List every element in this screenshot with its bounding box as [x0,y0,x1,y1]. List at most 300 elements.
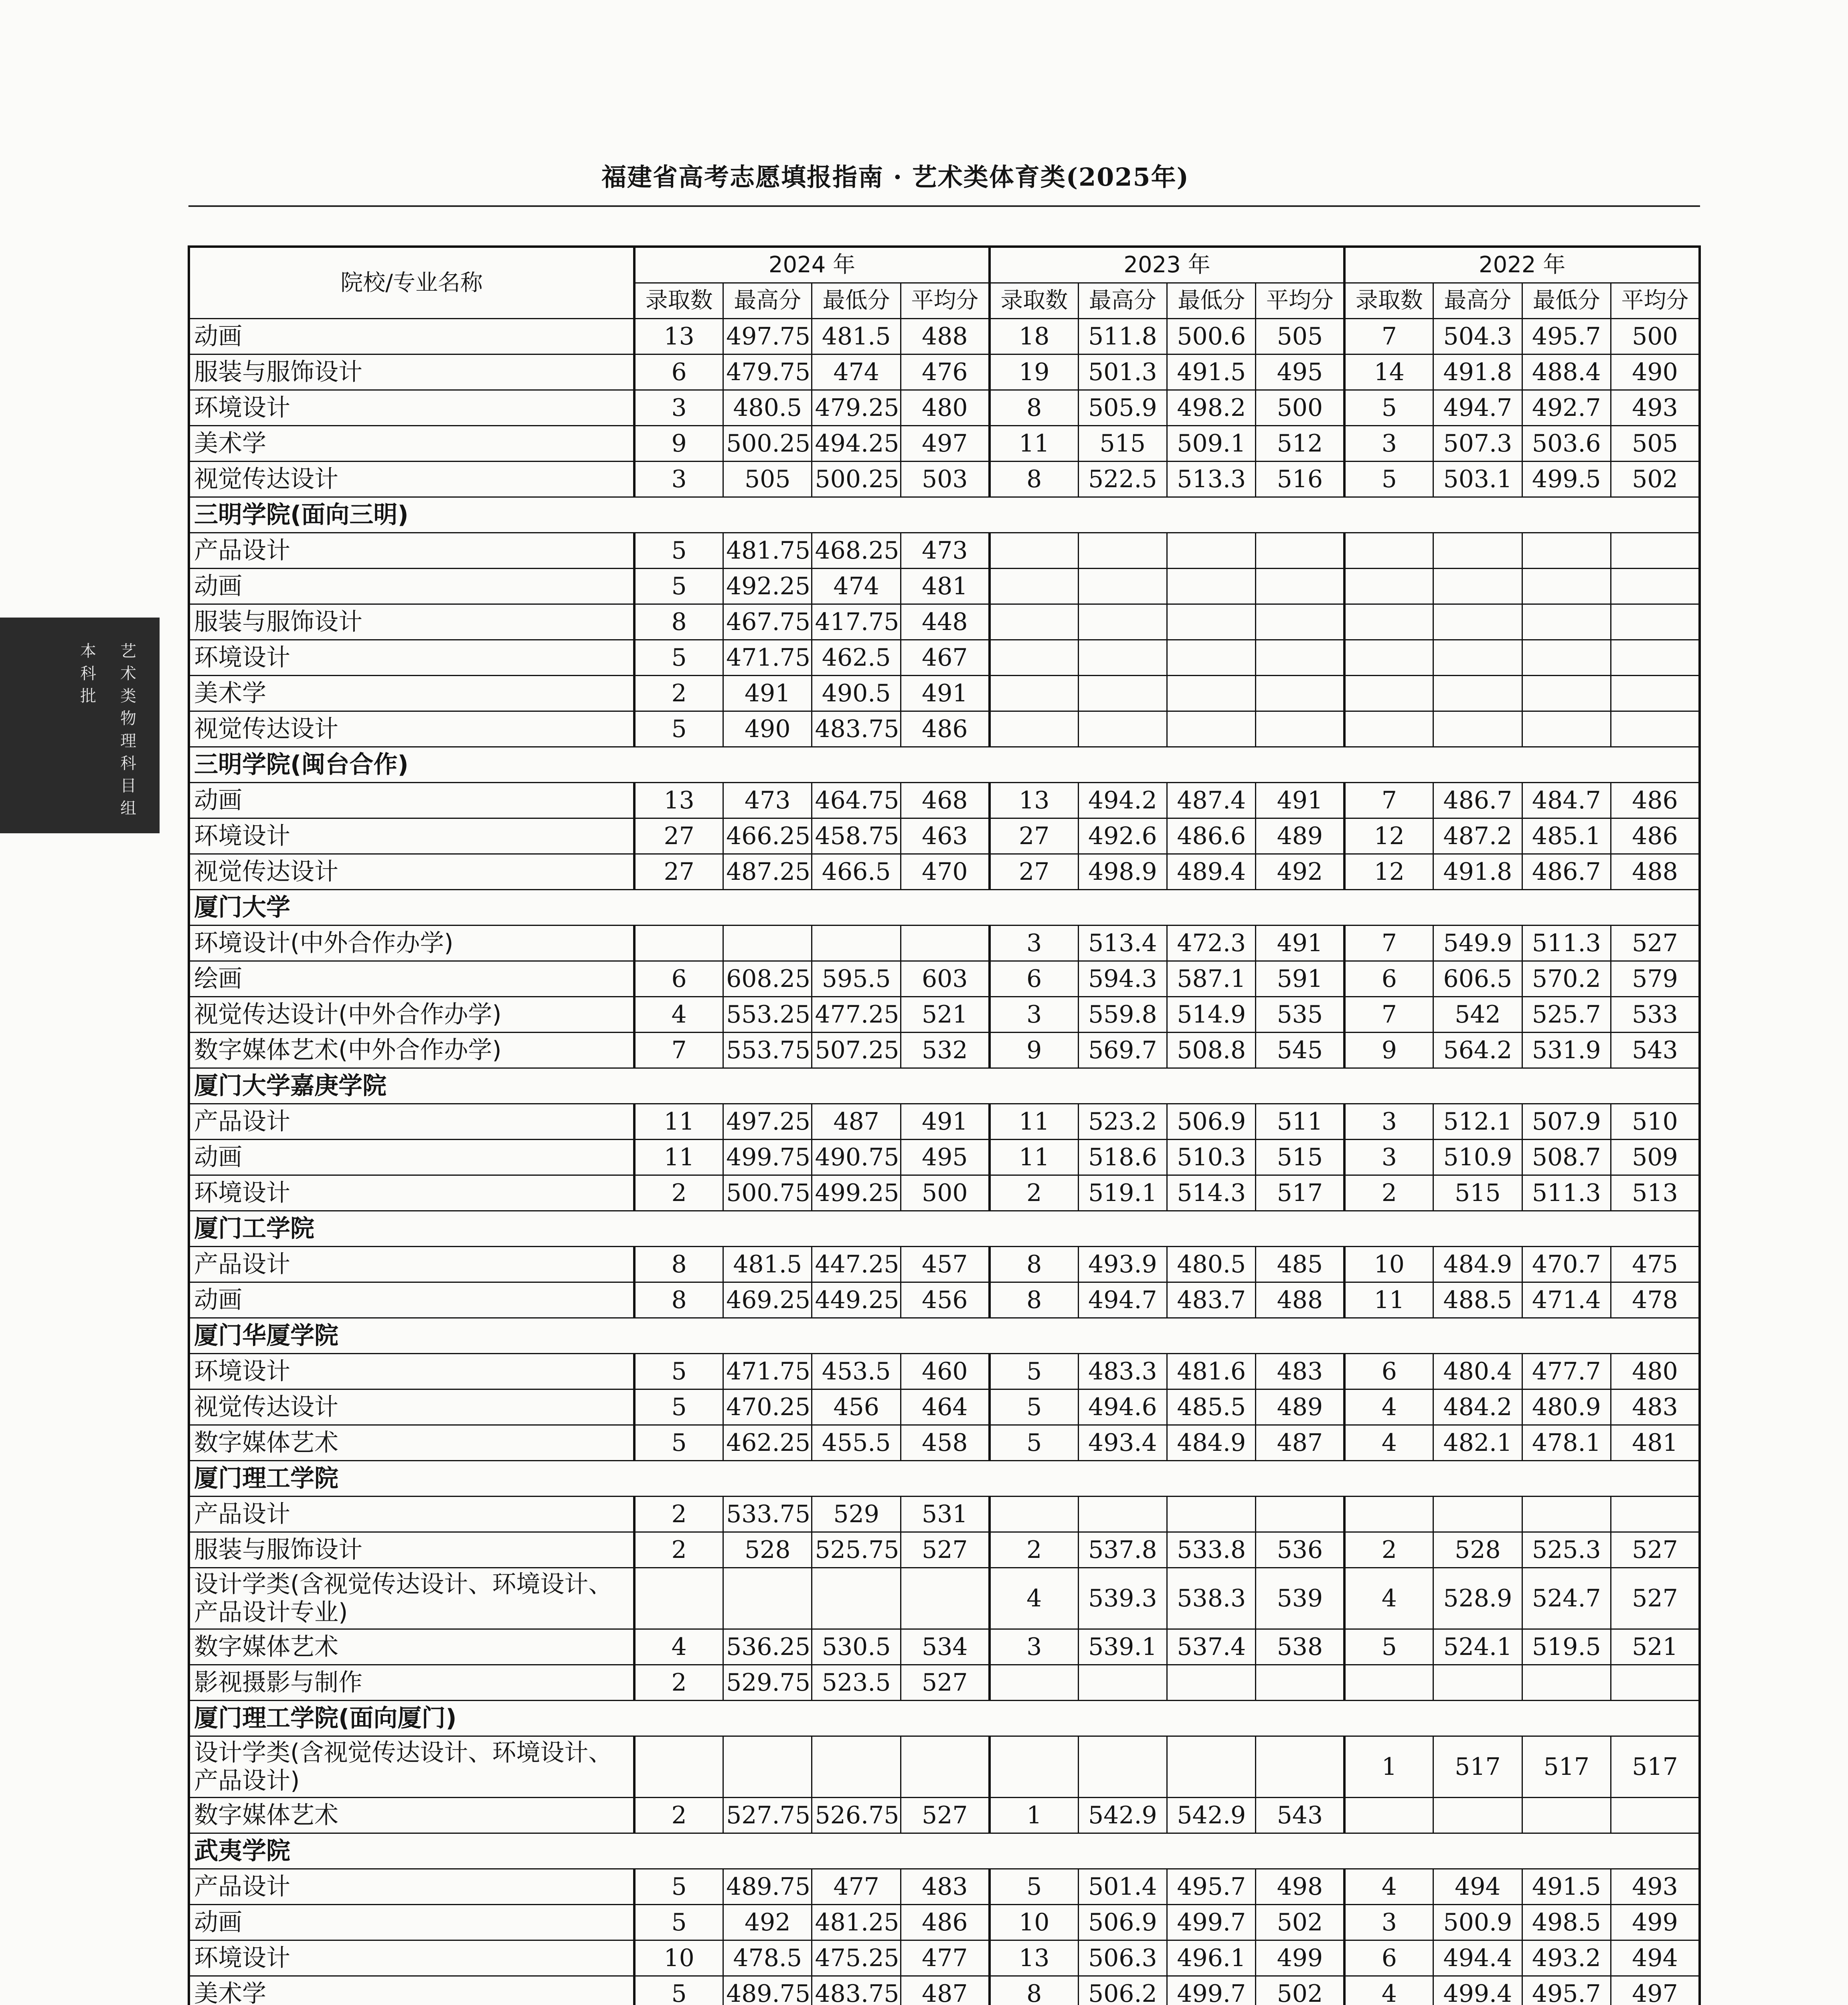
header-rule [188,205,1700,207]
score-cell: 8 [634,1247,723,1282]
score-cell: 489.4 [1167,854,1256,890]
table-row [189,1425,1700,1461]
score-cell [1433,604,1522,640]
score-cell [1433,533,1522,569]
score-cell: 484.2 [1433,1389,1522,1425]
table-row [189,319,1700,354]
score-cell: 487.2 [1433,818,1522,854]
score-cell: 529.75 [723,1665,812,1701]
metric-header: 最高分 [723,283,812,319]
score-cell: 485.1 [1522,818,1611,854]
score-cell: 531 [901,1497,989,1532]
score-cell: 474 [812,354,901,390]
score-cell: 518.6 [1078,1140,1167,1175]
score-cell: 464.75 [812,783,901,818]
score-cell: 5 [634,711,723,747]
score-cell: 487 [812,1104,901,1140]
score-cell [1078,1665,1167,1701]
major-name: 产品设计 [189,1869,634,1905]
score-cell: 6 [1344,1354,1433,1389]
score-cell: 2 [990,1532,1078,1568]
score-cell: 559.8 [1078,997,1167,1033]
score-cell [1433,1497,1522,1532]
score-cell: 498.9 [1078,854,1167,890]
table-row [189,1033,1700,1068]
score-cell [1344,1497,1433,1532]
score-cell [1611,711,1700,747]
score-cell: 543 [1611,1033,1700,1068]
score-cell: 527 [901,1798,989,1833]
score-cell [1078,676,1167,711]
score-cell: 4 [634,997,723,1033]
score-cell [1078,640,1167,676]
score-cell: 536.25 [723,1629,812,1665]
score-cell: 490.75 [812,1140,901,1175]
table-row [189,1104,1700,1140]
score-cell: 487.25 [723,854,812,890]
score-cell: 494.7 [1078,1282,1167,1318]
score-cell [634,1568,723,1629]
score-cell [1256,1665,1344,1701]
major-name: 美术学 [189,676,634,711]
score-cell: 494 [1611,1940,1700,1976]
score-cell: 453.5 [812,1354,901,1389]
score-cell: 524.7 [1522,1568,1611,1629]
score-cell [634,926,723,961]
score-cell: 466.25 [723,818,812,854]
major-name: 动画 [189,1282,634,1318]
score-cell: 508.7 [1522,1140,1611,1175]
institution-row [189,747,1700,783]
score-cell: 466.5 [812,854,901,890]
score-cell: 482.1 [1433,1425,1522,1461]
score-cell: 457 [901,1247,989,1282]
score-cell: 3 [634,390,723,426]
score-cell: 1 [1344,1736,1433,1798]
score-cell: 447.25 [812,1247,901,1282]
score-cell [1344,640,1433,676]
score-cell: 5 [990,1389,1078,1425]
score-cell: 495 [1256,354,1344,390]
score-cell: 456 [901,1282,989,1318]
score-cell [901,1568,989,1629]
score-cell [1433,640,1522,676]
major-name: 动画 [189,1140,634,1175]
score-cell: 505 [1256,319,1344,354]
score-cell: 505.9 [1078,390,1167,426]
institution-row [189,890,1700,926]
score-cell [1433,676,1522,711]
year-header-2022: 2022 年 [1344,247,1700,283]
major-name: 动画 [189,319,634,354]
score-cell: 500.25 [812,462,901,497]
score-cell: 488 [1256,1282,1344,1318]
score-cell: 534 [901,1629,989,1665]
score-cell: 5 [1344,1629,1433,1665]
institution-row [189,1701,1700,1736]
score-cell: 498.5 [1522,1905,1611,1940]
score-cell: 500 [901,1175,989,1211]
score-cell: 5 [1344,462,1433,497]
major-name: 绘画 [189,961,634,997]
score-cell [812,926,901,961]
score-cell: 2 [634,676,723,711]
score-cell: 468.25 [812,533,901,569]
score-cell: 515 [1433,1175,1522,1211]
score-cell: 8 [634,1282,723,1318]
score-cell [1078,1736,1167,1798]
score-cell: 500.75 [723,1175,812,1211]
score-cell: 491 [1256,926,1344,961]
score-cell: 499.7 [1167,1905,1256,1940]
score-cell: 511 [1256,1104,1344,1140]
score-cell [1167,533,1256,569]
score-cell: 11 [990,1104,1078,1140]
score-cell: 533.8 [1167,1532,1256,1568]
score-cell: 4 [1344,1389,1433,1425]
score-cell: 489 [1256,1389,1344,1425]
score-cell: 513.3 [1167,462,1256,497]
side-tab-char: 组 [120,799,136,818]
score-cell [812,1568,901,1629]
major-name: 视觉传达设计 [189,1389,634,1425]
side-tab-char: 物 [120,709,136,728]
score-cell: 417.75 [812,604,901,640]
score-cell: 5 [634,569,723,604]
score-cell [1611,604,1700,640]
score-cell [1611,1798,1700,1833]
score-cell [901,1736,989,1798]
score-cell: 486 [901,1905,989,1940]
score-cell: 4 [1344,1869,1433,1905]
side-tab-char: 理 [120,732,136,750]
score-cell: 494.7 [1433,390,1522,426]
score-cell: 481.5 [812,319,901,354]
score-cell: 478.5 [723,1940,812,1976]
score-cell: 455.5 [812,1425,901,1461]
score-cell: 476 [901,354,989,390]
score-cell: 499.4 [1433,1976,1522,2005]
score-cell: 490.5 [812,676,901,711]
score-cell [1344,1798,1433,1833]
score-cell: 5 [634,640,723,676]
institution-name: 厦门工学院 [189,1211,1700,1247]
score-cell [1433,1665,1522,1701]
score-cell: 468 [901,783,989,818]
score-cell [990,676,1078,711]
table-row [189,676,1700,711]
score-cell: 553.25 [723,997,812,1033]
major-name: 环境设计 [189,1354,634,1389]
institution-name: 厦门理工学院 [189,1461,1700,1497]
score-cell: 542 [1433,997,1522,1033]
score-cell: 495 [901,1140,989,1175]
major-name: 动画 [189,569,634,604]
score-cell: 516 [1256,462,1344,497]
score-cell: 11 [634,1104,723,1140]
score-cell [1522,533,1611,569]
table-row [189,1389,1700,1425]
score-cell [1611,640,1700,676]
score-cell: 4 [990,1568,1078,1629]
metric-header: 平均分 [1611,283,1700,319]
score-cell: 27 [990,854,1078,890]
score-cell: 475 [1611,1247,1700,1282]
score-cell: 480 [1611,1354,1700,1389]
major-name: 动画 [189,1905,634,1940]
score-cell: 492 [1256,854,1344,890]
table-row [189,354,1700,390]
score-cell: 500.6 [1167,319,1256,354]
table-row [189,1532,1700,1568]
score-cell: 7 [1344,926,1433,961]
major-name: 视觉传达设计 [189,462,634,497]
score-cell: 486.6 [1167,818,1256,854]
score-cell: 517 [1611,1736,1700,1798]
score-cell [1256,604,1344,640]
score-cell: 523.5 [812,1665,901,1701]
table-row [189,854,1700,890]
institution-row [189,497,1700,533]
score-cell: 4 [1344,1568,1433,1629]
score-cell: 14 [1344,354,1433,390]
score-cell: 6 [634,961,723,997]
score-cell: 511.3 [1522,1175,1611,1211]
score-cell: 495.7 [1167,1869,1256,1905]
score-cell: 502 [1611,462,1700,497]
score-cell: 5 [634,1425,723,1461]
score-cell: 473 [723,783,812,818]
score-cell: 483.3 [1078,1354,1167,1389]
score-cell: 473 [901,533,989,569]
table-row [189,640,1700,676]
major-name: 环境设计 [189,1175,634,1211]
score-cell: 481 [901,569,989,604]
score-cell: 505 [1611,426,1700,462]
major-name: 服装与服饰设计 [189,604,634,640]
score-cell [990,1736,1078,1798]
score-cell: 490 [723,711,812,747]
score-cell: 489.75 [723,1869,812,1905]
score-cell: 537.8 [1078,1532,1167,1568]
score-cell: 493.2 [1522,1940,1611,1976]
score-cell: 12 [1344,854,1433,890]
score-cell: 2 [990,1175,1078,1211]
table-row [189,711,1700,747]
major-name: 产品设计 [189,533,634,569]
metric-header: 最低分 [812,283,901,319]
score-cell: 2 [634,1798,723,1833]
score-cell: 545 [1256,1033,1344,1068]
score-cell: 497.25 [723,1104,812,1140]
table-row [189,1798,1700,1833]
score-cell: 511.8 [1078,319,1167,354]
score-cell: 513.4 [1078,926,1167,961]
score-cell: 506.2 [1078,1976,1167,2005]
score-cell [901,926,989,961]
institution-row [189,1318,1700,1354]
score-cell: 525.7 [1522,997,1611,1033]
score-cell: 491 [901,1104,989,1140]
score-cell: 512 [1256,426,1344,462]
score-cell [1256,1497,1344,1532]
score-cell [1256,1736,1344,1798]
side-tab-char: 艺 [120,642,136,660]
score-cell: 3 [1344,1905,1433,1940]
score-cell: 9 [990,1033,1078,1068]
score-cell: 509.1 [1167,426,1256,462]
score-cell: 525.75 [812,1532,901,1568]
score-cell: 480.9 [1522,1389,1611,1425]
major-name: 视觉传达设计(中外合作办学) [189,997,634,1033]
score-cell: 486 [1611,818,1700,854]
score-cell: 506.3 [1078,1940,1167,1976]
side-tab-char: 类 [120,687,136,705]
score-cell: 470 [901,854,989,890]
score-cell: 502 [1256,1976,1344,2005]
table-row [189,1736,1700,1798]
score-cell: 8 [990,390,1078,426]
score-cell: 503 [901,462,989,497]
score-cell: 477 [812,1869,901,1905]
score-cell: 524.1 [1433,1629,1522,1665]
score-cell: 498.2 [1167,390,1256,426]
score-cell: 472.3 [1167,926,1256,961]
score-cell: 608.25 [723,961,812,997]
score-cell: 467.75 [723,604,812,640]
score-cell [1344,1665,1433,1701]
score-cell: 471.4 [1522,1282,1611,1318]
score-cell [723,926,812,961]
table-row [189,1665,1700,1701]
side-tab-char: 科 [80,664,96,683]
score-cell: 519.5 [1522,1629,1611,1665]
score-cell: 27 [990,818,1078,854]
score-cell: 538 [1256,1629,1344,1665]
score-cell: 480.4 [1433,1354,1522,1389]
institution-name: 武夷学院 [189,1833,1700,1869]
score-cell: 478 [1611,1282,1700,1318]
year-header-2024: 2024 年 [634,247,990,283]
score-cell: 529 [812,1497,901,1532]
score-cell: 491 [723,676,812,711]
score-cell: 499 [1256,1940,1344,1976]
score-cell: 603 [901,961,989,997]
score-cell: 8 [634,604,723,640]
score-cell [1256,640,1344,676]
score-cell: 527 [901,1532,989,1568]
score-cell: 549.9 [1433,926,1522,961]
score-cell: 508.8 [1167,1033,1256,1068]
score-cell: 456 [812,1389,901,1425]
score-cell: 553.75 [723,1033,812,1068]
table-row [189,997,1700,1033]
score-cell: 497 [1611,1976,1700,2005]
score-cell: 526.75 [812,1798,901,1833]
score-cell: 515 [1256,1140,1344,1175]
score-cell: 479.75 [723,354,812,390]
score-cell: 2 [634,1665,723,1701]
score-cell: 3 [990,1629,1078,1665]
score-cell: 477.25 [812,997,901,1033]
side-tab-char: 批 [80,687,96,705]
table-row [189,783,1700,818]
score-cell: 479.25 [812,390,901,426]
score-cell: 493 [1611,1869,1700,1905]
score-cell: 481.5 [723,1247,812,1282]
score-cell: 595.5 [812,961,901,997]
score-cell: 6 [1344,961,1433,997]
score-cell: 483 [901,1869,989,1905]
score-cell: 487 [901,1976,989,2005]
score-cell: 530.5 [812,1629,901,1665]
score-cell: 448 [901,604,989,640]
score-cell: 4 [1344,1976,1433,2005]
side-tab-char: 科 [120,754,136,773]
score-cell: 7 [1344,997,1433,1033]
major-name: 设计学类(含视觉传达设计、环境设计、产品设计专业) [189,1568,634,1629]
table-row [189,1247,1700,1282]
score-cell: 2 [1344,1532,1433,1568]
table-row [189,390,1700,426]
score-cell: 8 [990,462,1078,497]
score-cell: 527 [901,1665,989,1701]
score-cell: 515 [1078,426,1167,462]
admission-score-table [188,245,1701,2005]
score-cell: 497.75 [723,319,812,354]
year-header-2023: 2023 年 [990,247,1345,283]
score-cell: 539 [1256,1568,1344,1629]
metric-header: 平均分 [901,283,989,319]
score-cell: 469.25 [723,1282,812,1318]
major-name: 动画 [189,783,634,818]
score-cell: 483.7 [1167,1282,1256,1318]
score-cell [1078,533,1167,569]
table-row [189,961,1700,997]
score-cell: 499 [1611,1905,1700,1940]
score-cell: 474 [812,569,901,604]
score-cell [634,1736,723,1798]
score-cell: 528.9 [1433,1568,1522,1629]
score-cell: 460 [901,1354,989,1389]
score-cell [990,1497,1078,1532]
table-row [189,1869,1700,1905]
institution-name: 三明学院(面向三明) [189,497,1700,533]
score-cell: 493 [1611,390,1700,426]
score-cell: 519.1 [1078,1175,1167,1211]
score-cell [1256,569,1344,604]
table-row [189,1282,1700,1318]
table-row [189,1175,1700,1211]
score-cell: 491.8 [1433,854,1522,890]
score-cell: 2 [634,1497,723,1532]
score-cell: 494 [1433,1869,1522,1905]
page-header-title: 福建省高考志愿填报指南 · 艺术类体育类(2025年) [601,162,1189,192]
score-cell: 7 [1344,783,1433,818]
score-cell: 532 [901,1033,989,1068]
score-cell: 7 [634,1033,723,1068]
score-cell: 13 [634,783,723,818]
major-name: 环境设计 [189,818,634,854]
score-cell: 11 [990,426,1078,462]
score-cell: 528 [1433,1532,1522,1568]
score-cell [990,533,1078,569]
institution-row [189,1461,1700,1497]
score-cell: 495.7 [1522,319,1611,354]
score-cell: 487 [1256,1425,1344,1461]
score-cell: 501.4 [1078,1869,1167,1905]
score-cell: 3 [1344,1104,1433,1140]
